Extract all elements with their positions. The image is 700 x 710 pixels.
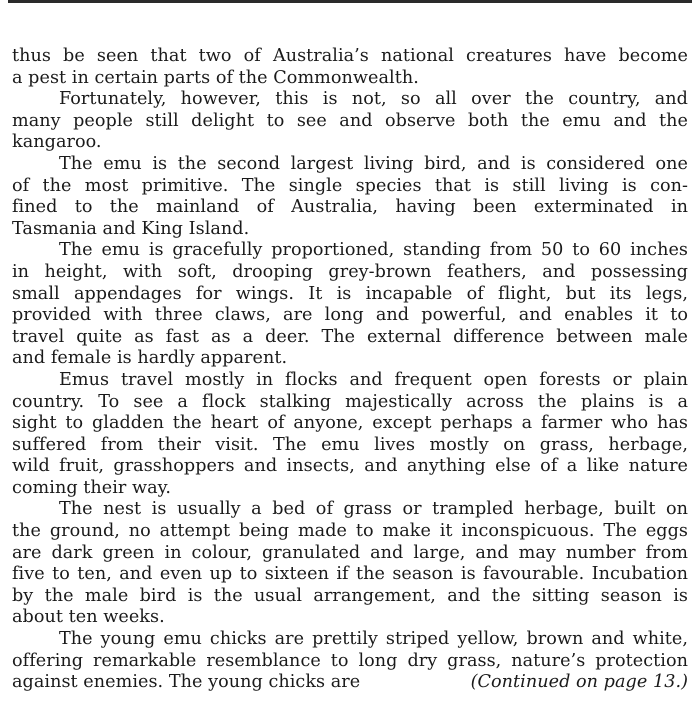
article-body — [12, 46, 688, 694]
text-line: and female is hardly apparent. — [12, 348, 288, 369]
text-line: offering remarkable resemblance to long dry grass, nature’s protection — [12, 650, 688, 671]
text-line: The emu is gracefully proportioned, standing from 50 to 60 inches — [59, 240, 688, 261]
text-line: in height, with soft, drooping grey-brown feathers, and possessing — [12, 261, 688, 282]
text-line: fined to the mainland of Australia, having been exterminated in — [12, 197, 688, 218]
text-line: are dark green in colour, granulated and large, and may number from — [12, 542, 688, 563]
paragraph-container — [12, 46, 688, 672]
paragraph — [12, 240, 688, 370]
text-line: small appendages for wings. It is incapable of flight, but its legs, — [12, 283, 688, 304]
text-line: The nest is usually a bed of grass or trampled herbage, built on — [59, 499, 688, 520]
paragraph — [12, 154, 688, 240]
text-line: about ten weeks. — [12, 607, 165, 628]
continuation-note: (Continued on page 13.) — [470, 672, 688, 693]
text-line: provided with three claws, are long and powerful, and enables it to — [12, 305, 688, 326]
text-line: coming their way. — [12, 477, 171, 498]
text-line: five to ten, and even up to sixteen if the season is favourable. Incubation — [12, 564, 688, 585]
text-line: Fortunately, however, this is not, so all over the country, and — [59, 89, 688, 110]
text-line: by the male bird is the usual arrangement, and the sitting season is — [12, 585, 688, 606]
paragraph — [12, 46, 688, 89]
text-line: The young emu chicks are prettily striped yellow, brown and white, — [59, 629, 688, 650]
text-line: of the most primitive. The single species that is still living is con- — [12, 175, 688, 196]
text-line: Tasmania and King Island. — [12, 218, 250, 239]
paragraph — [12, 89, 688, 154]
top-rule — [8, 0, 692, 3]
text-line: the ground, no attempt being made to make it inconspicuous. The eggs — [12, 521, 688, 542]
text-line: wild fruit, grasshoppers and insects, and anything else of a like nature — [12, 456, 688, 477]
paragraph — [12, 499, 688, 629]
text-line: sight to gladden the heart of anyone, except perhaps a farmer who has — [12, 413, 688, 434]
paragraph — [12, 629, 688, 672]
text-line: a pest in certain parts of the Commonwealth. — [12, 67, 419, 88]
paragraph — [12, 370, 688, 500]
text-line: thus be seen that two of Australia’s national creatures have become — [12, 46, 688, 66]
final-line-text: against enemies. The young chicks are — [12, 672, 361, 693]
final-line — [12, 672, 688, 694]
text-line: The emu is the second largest living bird, and is considered one — [59, 153, 688, 174]
text-line: Emus travel mostly in flocks and frequent open forests or plain — [59, 369, 688, 390]
text-line: suffered from their visit. The emu lives mostly on grass, herbage, — [12, 434, 688, 455]
text-line: many people still delight to see and observe both the emu and the — [12, 110, 688, 131]
text-line: country. To see a flock stalking majestically across the plains is a — [12, 391, 688, 412]
text-line: kangaroo. — [12, 132, 102, 153]
text-line: travel quite as fast as a deer. The external difference between male — [12, 326, 688, 347]
